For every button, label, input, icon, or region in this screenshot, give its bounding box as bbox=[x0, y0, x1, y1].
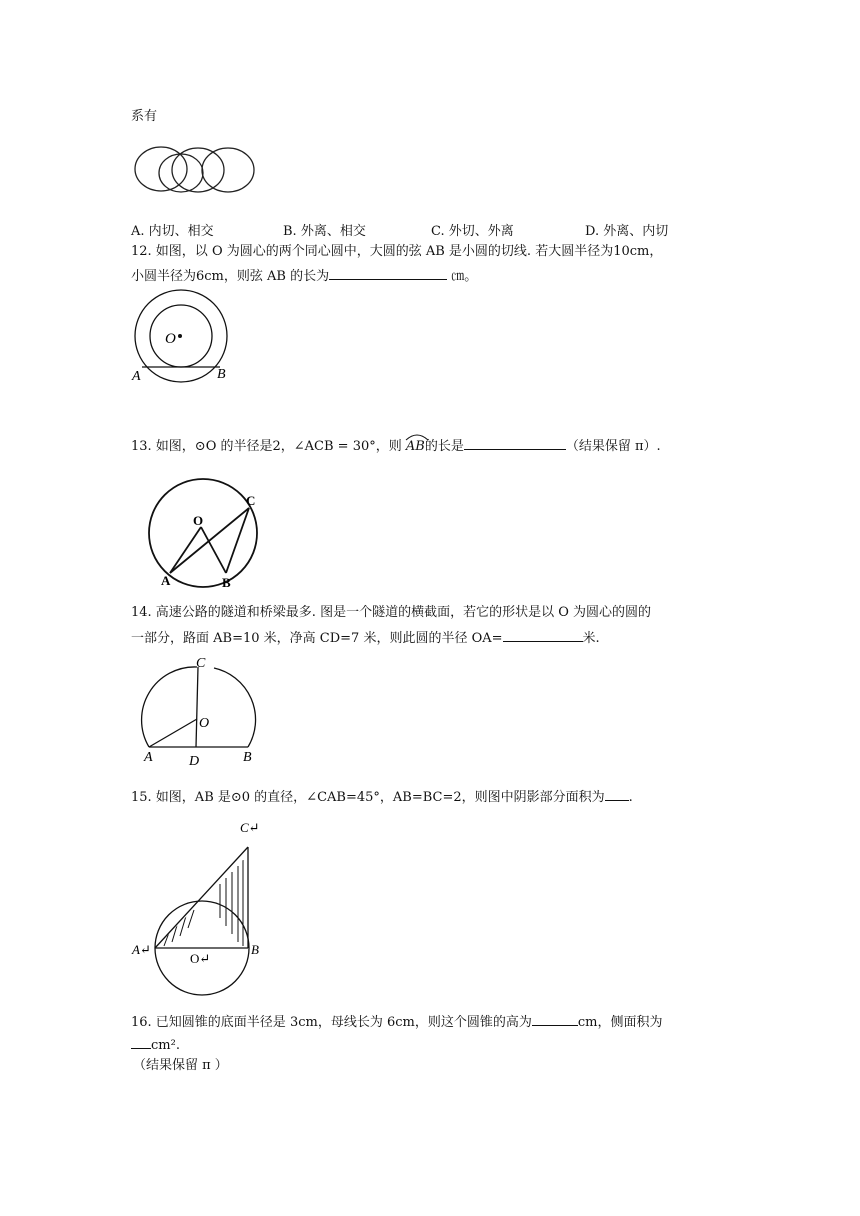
q16-line-1-pre: 16. 已知圆锥的底面半径是 3cm，母线长为 6cm，则这个圆锥的高为 bbox=[131, 1015, 532, 1030]
q12-figure bbox=[130, 290, 240, 390]
q16-line-2 bbox=[131, 1035, 180, 1055]
q14-figure bbox=[140, 655, 280, 770]
q15-post: . bbox=[628, 790, 633, 805]
q16-line-1-mid: cm，侧面积为 bbox=[577, 1015, 663, 1030]
q14-line-2-post: 米. bbox=[582, 631, 600, 646]
q16-note: （结果保留 π ） bbox=[133, 1058, 228, 1073]
q14-line-2-pre: 一部分，路面 AB=10 米，净高 CD=7 米，则此圆的半径 OA= bbox=[131, 631, 503, 646]
q13-label-o: O bbox=[193, 513, 204, 528]
q11-option-a: A. 内切、相交 bbox=[131, 224, 214, 239]
q15-label-o: O↵ bbox=[190, 951, 211, 966]
q16-line-1 bbox=[131, 1012, 662, 1032]
q14-segment-oa bbox=[149, 719, 197, 747]
q15-label-a: A↵ bbox=[132, 942, 151, 957]
q14-label-o: O bbox=[199, 716, 210, 731]
q12-line-2-post: ㎝。 bbox=[447, 269, 478, 284]
q14-arc-right bbox=[214, 668, 256, 747]
q14-label-c: C bbox=[196, 656, 206, 671]
q15-figure bbox=[130, 818, 280, 1003]
q13-mid: 的长是 bbox=[424, 439, 464, 454]
q14-segment-cd bbox=[196, 667, 198, 747]
q11-tail-text: 系有 bbox=[131, 109, 158, 124]
q13-segment-ob bbox=[201, 527, 226, 573]
q13-answer-blank bbox=[464, 436, 566, 450]
q14-label-d: D bbox=[189, 754, 200, 769]
q13-figure bbox=[130, 475, 270, 590]
q12-label-o: O bbox=[165, 331, 176, 347]
q12-label-b: B bbox=[217, 367, 226, 382]
q11-option-c: C. 外切、外离 bbox=[431, 224, 514, 239]
q16-line-2-post: cm². bbox=[151, 1038, 180, 1053]
q13-label-c: C bbox=[246, 493, 256, 508]
q14-line-2 bbox=[131, 628, 600, 648]
q12-center-dot bbox=[178, 334, 182, 338]
q13-pre: 13. 如图，⊙O 的半径是2，∠ACB = 30°，则 bbox=[131, 439, 402, 454]
q12-line-2 bbox=[131, 266, 477, 286]
q15-line bbox=[131, 787, 633, 807]
ring-3 bbox=[202, 148, 254, 192]
q14-label-b: B bbox=[243, 750, 252, 765]
q16-area-blank bbox=[131, 1035, 151, 1049]
q11-rings-figure bbox=[133, 145, 263, 205]
q13-label-b: B bbox=[222, 575, 231, 590]
q14-line-1: 14. 高速公路的隧道和桥梁最多. 图是一个隧道的横截面，若它的形状是以 O 为圆心的圆的 bbox=[131, 605, 651, 620]
q13-arc-mark bbox=[405, 433, 429, 441]
q15-label-b: B bbox=[251, 942, 259, 957]
q13-post: （结果保留 π）. bbox=[565, 439, 661, 454]
q13-line bbox=[131, 436, 661, 456]
q15-pre: 15. 如图，AB 是⊙0 的直径，∠CAB=45°，AB=BC=2，则图中阴影部分面积为 bbox=[131, 790, 605, 805]
q13-label-a: A bbox=[161, 573, 171, 588]
q12-answer-blank bbox=[329, 266, 447, 280]
q14-answer-blank bbox=[503, 628, 583, 642]
q11-option-d: D. 外离、内切 bbox=[585, 224, 669, 239]
q11-option-b: B. 外离、相交 bbox=[283, 224, 366, 239]
q13-arc-ab: AB bbox=[406, 438, 425, 456]
q15-label-c: C↵ bbox=[240, 820, 260, 835]
q16-height-blank bbox=[532, 1012, 578, 1026]
q12-line-2-pre: 小圆半径为6cm，则弦 AB 的长为 bbox=[131, 269, 330, 284]
q12-label-a: A bbox=[132, 369, 141, 384]
q12-line-1: 12. 如图，以 O 为圆心的两个同心圆中，大圆的弦 AB 是小圆的切线. 若大圆半径为10cm， bbox=[131, 244, 663, 259]
q15-answer-blank bbox=[605, 787, 629, 801]
q14-label-a: A bbox=[144, 750, 153, 765]
q13-segment-oa bbox=[170, 527, 201, 573]
